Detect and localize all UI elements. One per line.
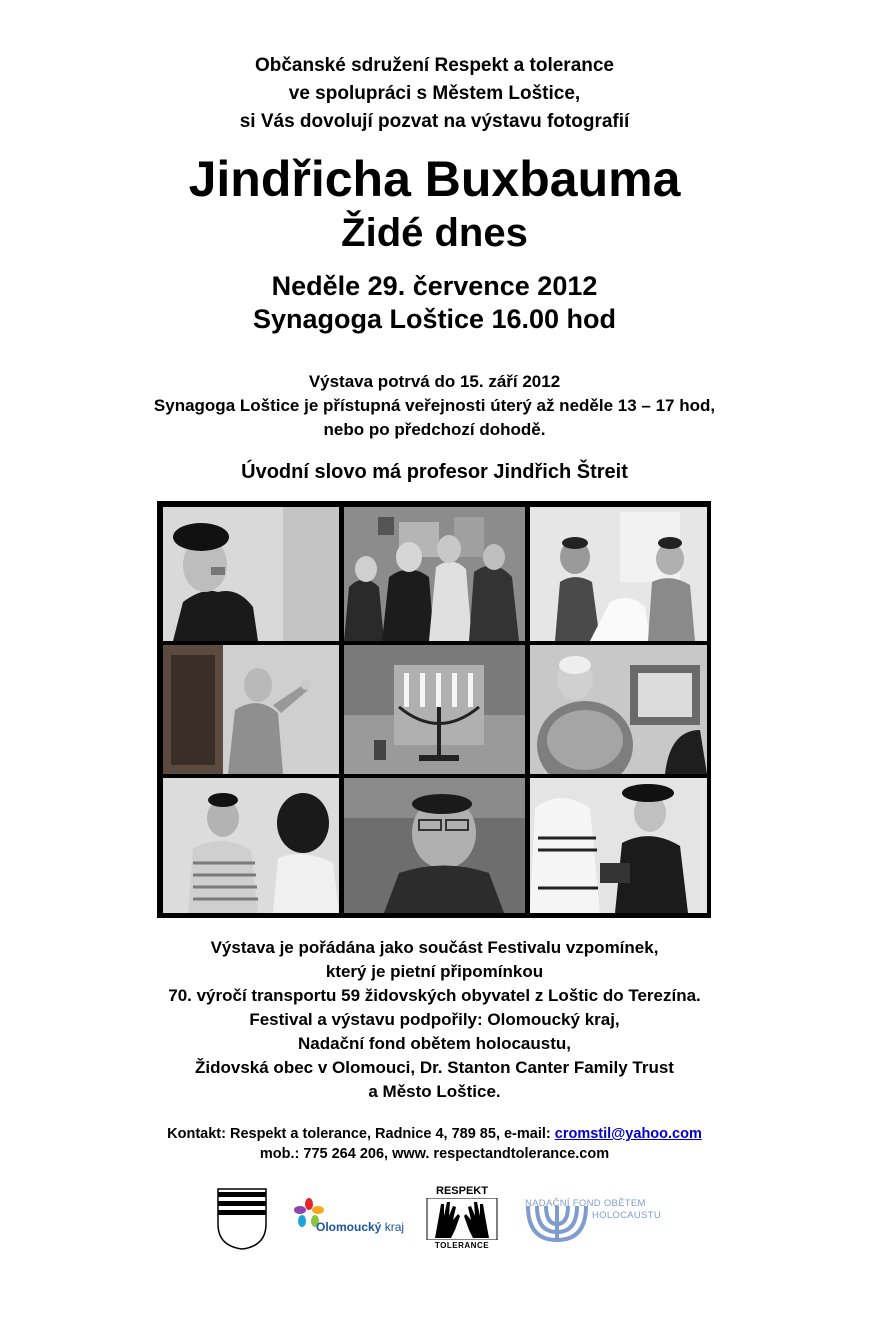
photo-prayer-shawl [530,778,707,913]
photo-collage [157,501,711,918]
tolerance-text: TOLERANCE [434,1241,490,1250]
holocaust-fund-logo [524,1196,664,1246]
sponsor-logos [0,1184,869,1254]
festival-line-1: Výstava je pořádána jako součást Festivalu vzpomínek, [210,938,659,957]
festival-line-3: 70. výročí transportu 59 židovských obyvatel z Loštic do Terezína. [168,986,701,1005]
respekt-text: RESPEKT [436,1185,488,1197]
festival-line-2: který je pietní připomínkou [325,962,544,981]
photo-boy-hat [163,507,339,641]
exhibition-info [0,370,869,442]
festival-line-5: Nadační fond obětem holocaustu, [298,1034,571,1053]
event-place-time: Synagoga Loštice 16.00 hod [252,304,617,334]
photo-boys-talking [163,778,339,913]
speaker-note: Úvodní slovo má profesor Jindřich Štreit [241,461,628,483]
intro-line-1: Občanské sdružení Respekt a tolerance [254,55,615,76]
contact-info [0,1124,869,1164]
lostice-coat-of-arms-logo [217,1188,267,1250]
event-date: Neděle 29. července 2012 [271,271,598,301]
exhibition-subtitle: Židé dnes [341,211,528,255]
photo-children-table [530,507,707,641]
event-info [0,270,869,336]
olomoucky-kraj-logo [294,1198,404,1238]
festival-line-6: Židovská obec v Olomouci, Dr. Stanton Canter Family Trust [195,1058,674,1077]
contact-line-2: mob.: 775 264 206, www. respectandtolerance.com [259,1146,610,1162]
festival-info [0,936,869,1104]
intro-line-3: si Vás dovolují pozvat na výstavu fotografií [239,111,630,132]
email-link[interactable]: cromstil@yahoo.com [554,1126,702,1142]
fund-text-line-1: NADAČNÍ FOND OBĚTEM [525,1198,646,1209]
intro-line-2: ve spolupráci s Městem Loštice, [288,83,581,104]
festival-line-4: Festival a výstavu podpořily: Olomoucký kraj, [249,1010,620,1029]
photo-elderly-man [344,778,525,913]
photo-group-visitors [344,507,525,641]
contact-line-1 [0,1124,869,1144]
olomoucky-kraj-text: Olomoucký kraj [316,1220,405,1234]
info-line-2: Synagoga Loštice je přístupná veřejnosti úterý až neděle 13 – 17 hod, [153,396,716,415]
respekt-tolerance-logo [425,1185,499,1251]
info-line-3: nebo po předchozí dohodě. [323,420,546,439]
intro-text [0,52,869,136]
festival-line-7: a Město Loštice. [368,1082,501,1101]
page-title: Jindřicha Buxbauma [188,151,681,207]
hands-icon [425,1198,499,1240]
fund-text-line-2: HOLOCAUSTU [592,1210,661,1221]
photo-man-speaking [163,645,339,774]
photo-menorah [344,645,525,774]
contact-prefix: Kontakt: Respekt a tolerance, Radnice 4, 789 85, e-mail: [167,1126,555,1142]
photo-men-glasses [530,645,707,774]
info-line-1: Výstava potrvá do 15. září 2012 [308,372,561,391]
